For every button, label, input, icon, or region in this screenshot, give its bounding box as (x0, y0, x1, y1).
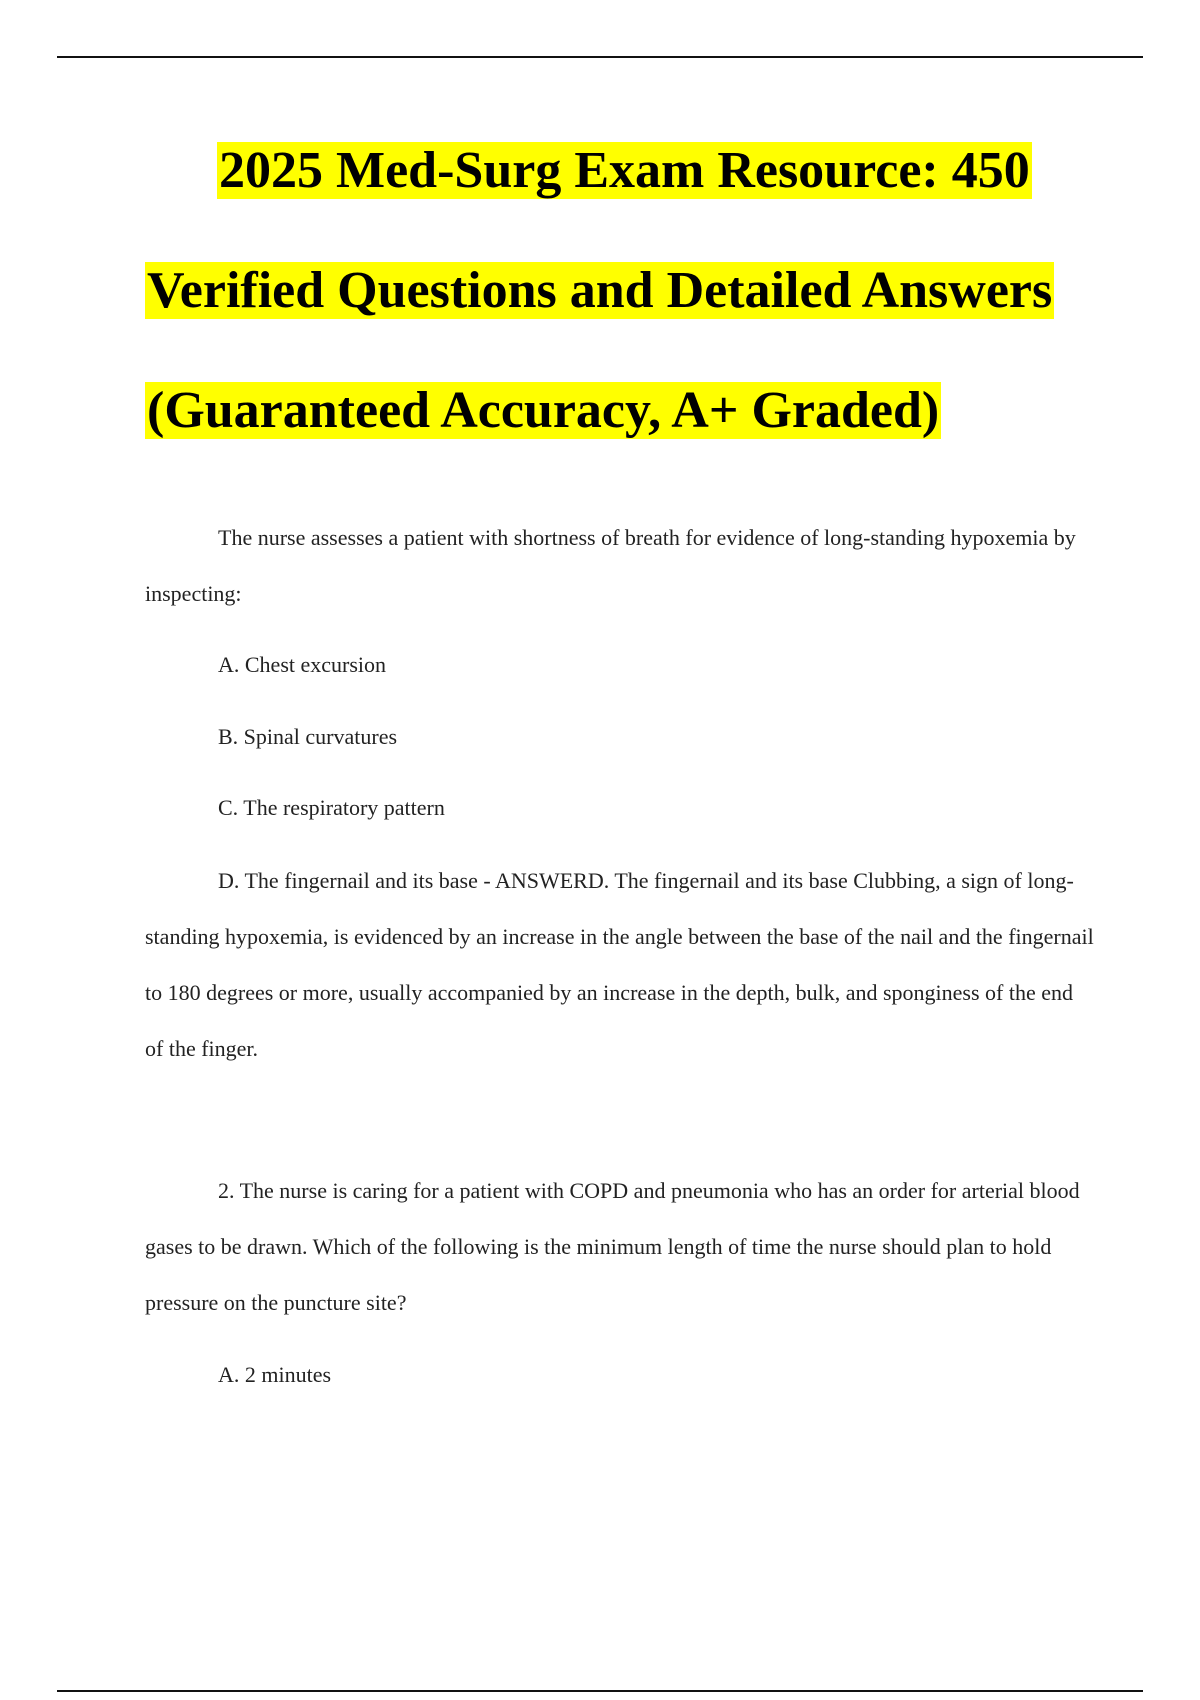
question-1-option-b: B. Spinal curvatures (218, 724, 398, 749)
title-line-2: Verified Questions and Detailed Answers (147, 262, 1053, 319)
question-1-option-a: A. Chest excursion (218, 652, 387, 677)
question-2-stem-block (145, 1163, 1095, 1331)
header-rule (57, 56, 1143, 58)
question-1-stem: The nurse assesses a patient with shortness of breath for evidence of long-standing hypoxemia by inspecting: (145, 525, 1076, 606)
title-line-1: 2025 Med-Surg Exam Resource: 450 (219, 142, 1030, 199)
question-1-option-c: C. The respiratory pattern (218, 795, 445, 820)
question-1-stem-block (145, 510, 1095, 622)
question-1-option-d-answer: D. The fingernail and its base - ANSWERD. The fingernail and its base Clubbing, a sign of long-standing hypoxemia, is evidenced by an increase in the angle between the base of the nail and the fingernail to 180 degrees or more, usually accompanied by an increase in the depth, bulk, and sponginess of the end of the finger. (145, 868, 1094, 1061)
question-2-stem: 2. The nurse is caring for a patient with COPD and pneumonia who has an order for arterial blood gases to be drawn. Which of the following is the minimum length of time the nurse should plan to hold pressure on the puncture site? (145, 1178, 1080, 1315)
footer-rule (57, 1690, 1143, 1692)
question-1-answer-block (145, 853, 1095, 1077)
title-line-3: (Guaranteed Accuracy, A+ Graded) (147, 382, 940, 439)
question-2-option-a: A. 2 minutes (218, 1362, 332, 1387)
